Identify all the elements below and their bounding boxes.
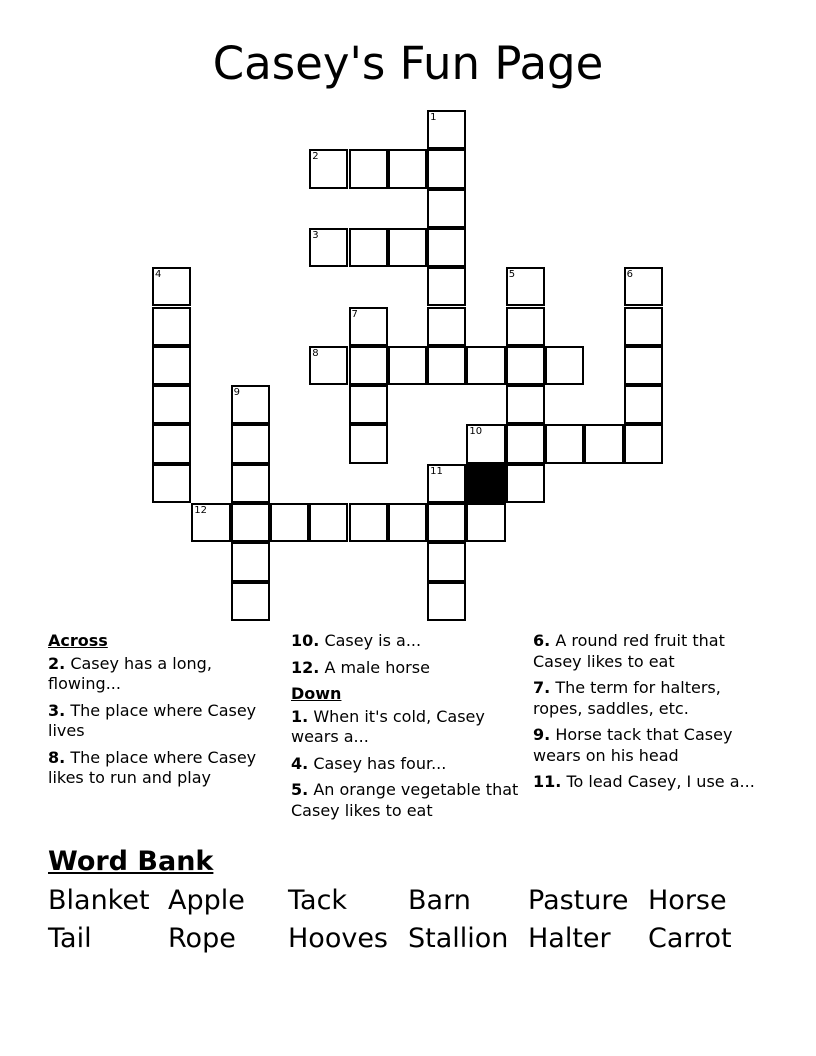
grid-cell[interactable] xyxy=(152,424,191,463)
clue-text: Casey is a... xyxy=(324,631,422,650)
grid-cell[interactable] xyxy=(152,464,191,503)
clue-across-2 xyxy=(48,654,283,695)
grid-cell[interactable] xyxy=(624,424,663,463)
clue-text: The term for halters, ropes, saddles, etc. xyxy=(533,678,721,718)
grid-cell[interactable] xyxy=(427,464,466,503)
grid-cell[interactable] xyxy=(309,149,348,188)
grid-cell[interactable] xyxy=(309,346,348,385)
word-bank-word: Carrot xyxy=(648,923,732,954)
clue-text: When it's cold, Casey wears a... xyxy=(291,706,485,746)
clue-number-label: 1 xyxy=(430,112,437,123)
grid-cell[interactable] xyxy=(191,503,230,542)
clue-across-8 xyxy=(48,748,283,789)
grid-cell[interactable] xyxy=(349,228,388,267)
clue-number-label: 11 xyxy=(430,465,443,477)
clue-number-label: 7 xyxy=(351,308,358,320)
word-bank-word: Pasture xyxy=(528,885,629,916)
clue-number: 9. xyxy=(533,725,551,744)
grid-cell[interactable] xyxy=(231,542,270,581)
clue-across-3 xyxy=(48,701,283,742)
clue-down-9 xyxy=(533,725,768,766)
grid-cell[interactable] xyxy=(349,149,388,188)
grid-cell[interactable] xyxy=(388,503,427,542)
grid-cell[interactable] xyxy=(349,385,388,424)
clue-down-5 xyxy=(291,780,526,821)
clue-number: 1. xyxy=(291,706,309,726)
grid-cell[interactable] xyxy=(427,542,466,581)
clue-number-label: 9 xyxy=(233,387,240,399)
grid-cell[interactable] xyxy=(427,228,466,267)
clue-number-label: 12 xyxy=(194,505,208,516)
grid-cell[interactable] xyxy=(466,503,505,542)
clue-number: 7. xyxy=(533,678,551,697)
clue-text: To lead Casey, I use a... xyxy=(566,772,755,791)
grid-cell[interactable] xyxy=(388,346,427,385)
grid-cell[interactable] xyxy=(349,346,388,385)
clue-text: Horse tack that Casey wears on his head xyxy=(533,725,733,765)
across-heading: Across xyxy=(48,631,108,650)
clue-text: A round red fruit that Casey likes to eat xyxy=(533,631,725,671)
clue-down-7 xyxy=(533,678,768,719)
grid-cell[interactable] xyxy=(152,267,191,306)
word-bank-word: Tack xyxy=(288,885,348,916)
clue-number-label: 10 xyxy=(469,426,483,438)
word-bank-word: Halter xyxy=(528,923,611,954)
word-bank-word: Blanket xyxy=(48,885,150,916)
word-bank-word: Stallion xyxy=(408,923,509,954)
black-cell xyxy=(466,464,505,503)
grid-cell[interactable] xyxy=(427,582,466,621)
word-bank-word: Horse xyxy=(648,885,727,916)
grid-cell[interactable] xyxy=(506,267,545,306)
clue-text: An orange vegetable that Casey likes to eat xyxy=(291,780,519,820)
clue-text: The place where Casey likes to run and play xyxy=(48,747,257,787)
clue-number: 12. xyxy=(291,657,320,677)
clue-column-3 xyxy=(533,631,768,799)
clue-number: 11. xyxy=(533,772,562,791)
clue-text: Casey has a long, flowing... xyxy=(48,653,212,693)
grid-cell[interactable] xyxy=(545,346,584,385)
page-title: Casey's Fun Page xyxy=(212,37,604,90)
clue-column-1 xyxy=(48,631,283,795)
word-bank-word: Tail xyxy=(48,923,92,954)
word-bank-word: Barn xyxy=(408,885,471,916)
grid-cell[interactable] xyxy=(427,307,466,346)
grid-cell[interactable] xyxy=(152,307,191,346)
clue-column-2 xyxy=(291,631,526,827)
grid-cell[interactable] xyxy=(584,424,623,463)
clue-text: A male horse xyxy=(324,657,430,677)
grid-cell[interactable] xyxy=(427,189,466,228)
grid-cell[interactable] xyxy=(388,228,427,267)
grid-cell[interactable] xyxy=(309,503,348,542)
grid-cell[interactable] xyxy=(506,385,545,424)
clue-number: 6. xyxy=(533,631,551,650)
clue-number-label: 5 xyxy=(508,269,516,281)
grid-cell[interactable] xyxy=(349,424,388,463)
clue-number: 10. xyxy=(291,631,320,650)
clue-number: 3. xyxy=(48,700,66,720)
grid-cell[interactable] xyxy=(624,385,663,424)
clue-number-label: 2 xyxy=(312,151,319,163)
grid-cell[interactable] xyxy=(349,503,388,542)
grid-cell[interactable] xyxy=(466,346,505,385)
grid-cell[interactable] xyxy=(506,346,545,385)
crossword-grid xyxy=(152,110,672,630)
clue-down-1 xyxy=(291,707,526,748)
grid-cell[interactable] xyxy=(624,346,663,385)
word-bank-title: Word Bank xyxy=(48,846,214,877)
word-bank-word: Hooves xyxy=(288,923,388,954)
grid-cell[interactable] xyxy=(349,307,388,346)
grid-cell[interactable] xyxy=(309,228,348,267)
grid-cell[interactable] xyxy=(506,464,545,503)
grid-cell[interactable] xyxy=(427,267,466,306)
grid-cell[interactable] xyxy=(427,149,466,188)
grid-cell[interactable] xyxy=(427,110,466,149)
grid-cell[interactable] xyxy=(231,582,270,621)
clue-number: 5. xyxy=(291,780,309,799)
grid-cell[interactable] xyxy=(427,503,466,542)
grid-cell[interactable] xyxy=(545,424,584,463)
clue-number: 4. xyxy=(291,753,309,773)
down-heading: Down xyxy=(291,684,342,703)
grid-cell[interactable] xyxy=(506,307,545,346)
clue-number: 8. xyxy=(48,747,66,767)
clue-across-12 xyxy=(291,658,526,679)
grid-cell[interactable] xyxy=(624,307,663,346)
clue-down-4 xyxy=(291,754,526,775)
grid-cell[interactable] xyxy=(152,346,191,385)
grid-cell[interactable] xyxy=(231,385,270,424)
clue-down-11 xyxy=(533,772,768,793)
grid-cell[interactable] xyxy=(388,149,427,188)
grid-cell[interactable] xyxy=(624,267,663,306)
grid-cell[interactable] xyxy=(427,346,466,385)
grid-cell[interactable] xyxy=(231,424,270,463)
grid-cell[interactable] xyxy=(152,385,191,424)
grid-cell[interactable] xyxy=(231,503,270,542)
clue-number: 2. xyxy=(48,653,66,673)
clue-text: Casey has four... xyxy=(313,753,447,773)
word-bank-word: Rope xyxy=(168,923,236,954)
clue-number-label: 3 xyxy=(312,229,319,241)
clue-number-label: 4 xyxy=(155,269,162,281)
grid-cell[interactable] xyxy=(506,424,545,463)
clue-text: The place where Casey lives xyxy=(48,700,257,740)
clue-number-label: 8 xyxy=(312,347,319,359)
grid-cell[interactable] xyxy=(231,464,270,503)
grid-cell[interactable] xyxy=(466,424,505,463)
clue-number-label: 6 xyxy=(626,269,633,281)
word-bank-word: Apple xyxy=(168,885,245,916)
grid-cell[interactable] xyxy=(270,503,309,542)
clue-down-6 xyxy=(533,631,768,672)
clue-across-10 xyxy=(291,631,526,652)
